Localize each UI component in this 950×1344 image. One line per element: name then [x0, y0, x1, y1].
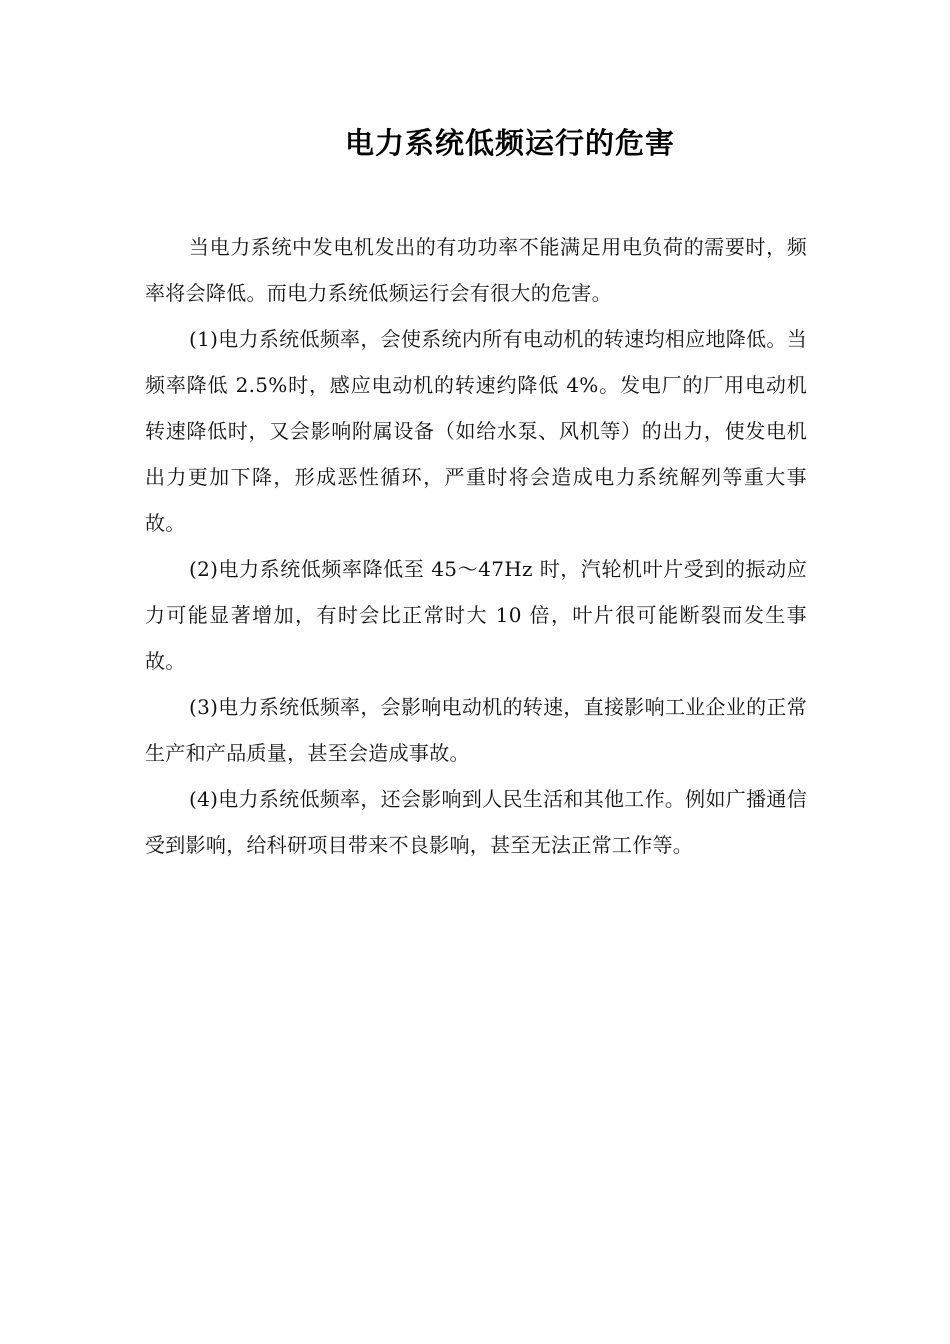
paragraph-item-1: (1)电力系统低频率，会使系统内所有电动机的转速均相应地降低。当频率降低 2.5%时，感应电动机的转速约降低 4%。发电厂的厂用电动机转速降低时，又会影响附属设备（如给水泵、风机等）的出力，使发电机出力更加下降，形成恶性循环，严重时将会造成电力系统解列等重大事故。	[145, 327, 807, 535]
paragraph-intro: 当电力系统中发电机发出的有功功率不能满足用电负荷的需要时，频率将会降低。而电力系统低频运行会有很大的危害。	[145, 235, 807, 305]
paragraph-item-4: (4)电力系统低频率，还会影响到人民生活和其他工作。例如广播通信受到影响，给科研项目带来不良影响，甚至无法正常工作等。	[145, 787, 807, 857]
document-title: 电力系统低频运行的危害	[344, 126, 675, 160]
paragraph-item-2: (2)电力系统低频率降低至 45～47Hz 时，汽轮机叶片受到的振动应力可能显著增加，有时会比正常时大 10 倍，叶片很可能断裂而发生事故。	[145, 557, 807, 673]
document-body	[145, 224, 807, 868]
paragraph-item-3: (3)电力系统低频率，会影响电动机的转速，直接影响工业企业的正常生产和产品质量，甚至会造成事故。	[145, 695, 807, 765]
